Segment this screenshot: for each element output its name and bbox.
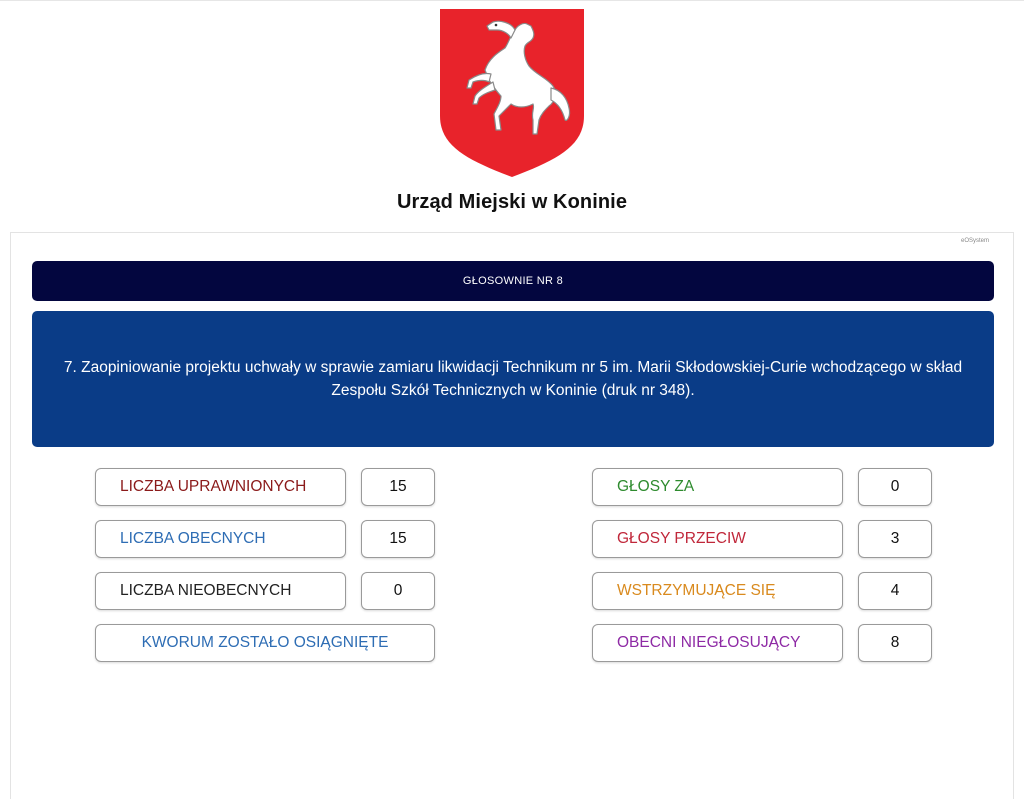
entitled-count-value: 15 — [361, 468, 435, 506]
abstain-label: WSTRZYMUJĄCE SIĘ — [592, 572, 843, 610]
konin-coat-of-arms-horse-icon — [439, 8, 585, 178]
vote-number-bar — [32, 261, 994, 301]
not-voting-value: 8 — [858, 624, 932, 662]
quorum-status: KWORUM ZOSTAŁO OSIĄGNIĘTE — [95, 624, 435, 662]
present-count-label: LICZBA OBECNYCH — [95, 520, 346, 558]
voting-panel — [10, 232, 1014, 799]
absent-count-value: 0 — [361, 572, 435, 610]
votes-for-value: 0 — [858, 468, 932, 506]
present-count-value: 15 — [361, 520, 435, 558]
vote-number-label: GŁOSOWNIE NR 8 — [462, 275, 564, 287]
top-divider — [0, 0, 1024, 1]
brand-label: eOSystem — [960, 238, 989, 244]
absent-count-label: LICZBA NIEOBECNYCH — [95, 572, 346, 610]
votes-against-label: GŁOSY PRZECIW — [592, 520, 843, 558]
votes-against-value: 3 — [858, 520, 932, 558]
office-title: Urząd Miejski w Koninie — [396, 191, 628, 213]
not-voting-label: OBECNI NIEGŁOSUJĄCY — [592, 624, 843, 662]
vote-topic-box — [32, 311, 994, 447]
vote-topic-text: 7. Zaopiniowanie projektu uchwały w sprawie zamiaru likwidacji Technikum nr 5 im. Marii Skłodowskiej-Curie wchodzącego w skład Zespołu Szkół Technicznych w Koninie (druk nr 348). — [63, 359, 963, 399]
abstain-value: 4 — [858, 572, 932, 610]
entitled-count-label: LICZBA UPRAWNIONYCH — [95, 468, 346, 506]
votes-for-label: GŁOSY ZA — [592, 468, 843, 506]
